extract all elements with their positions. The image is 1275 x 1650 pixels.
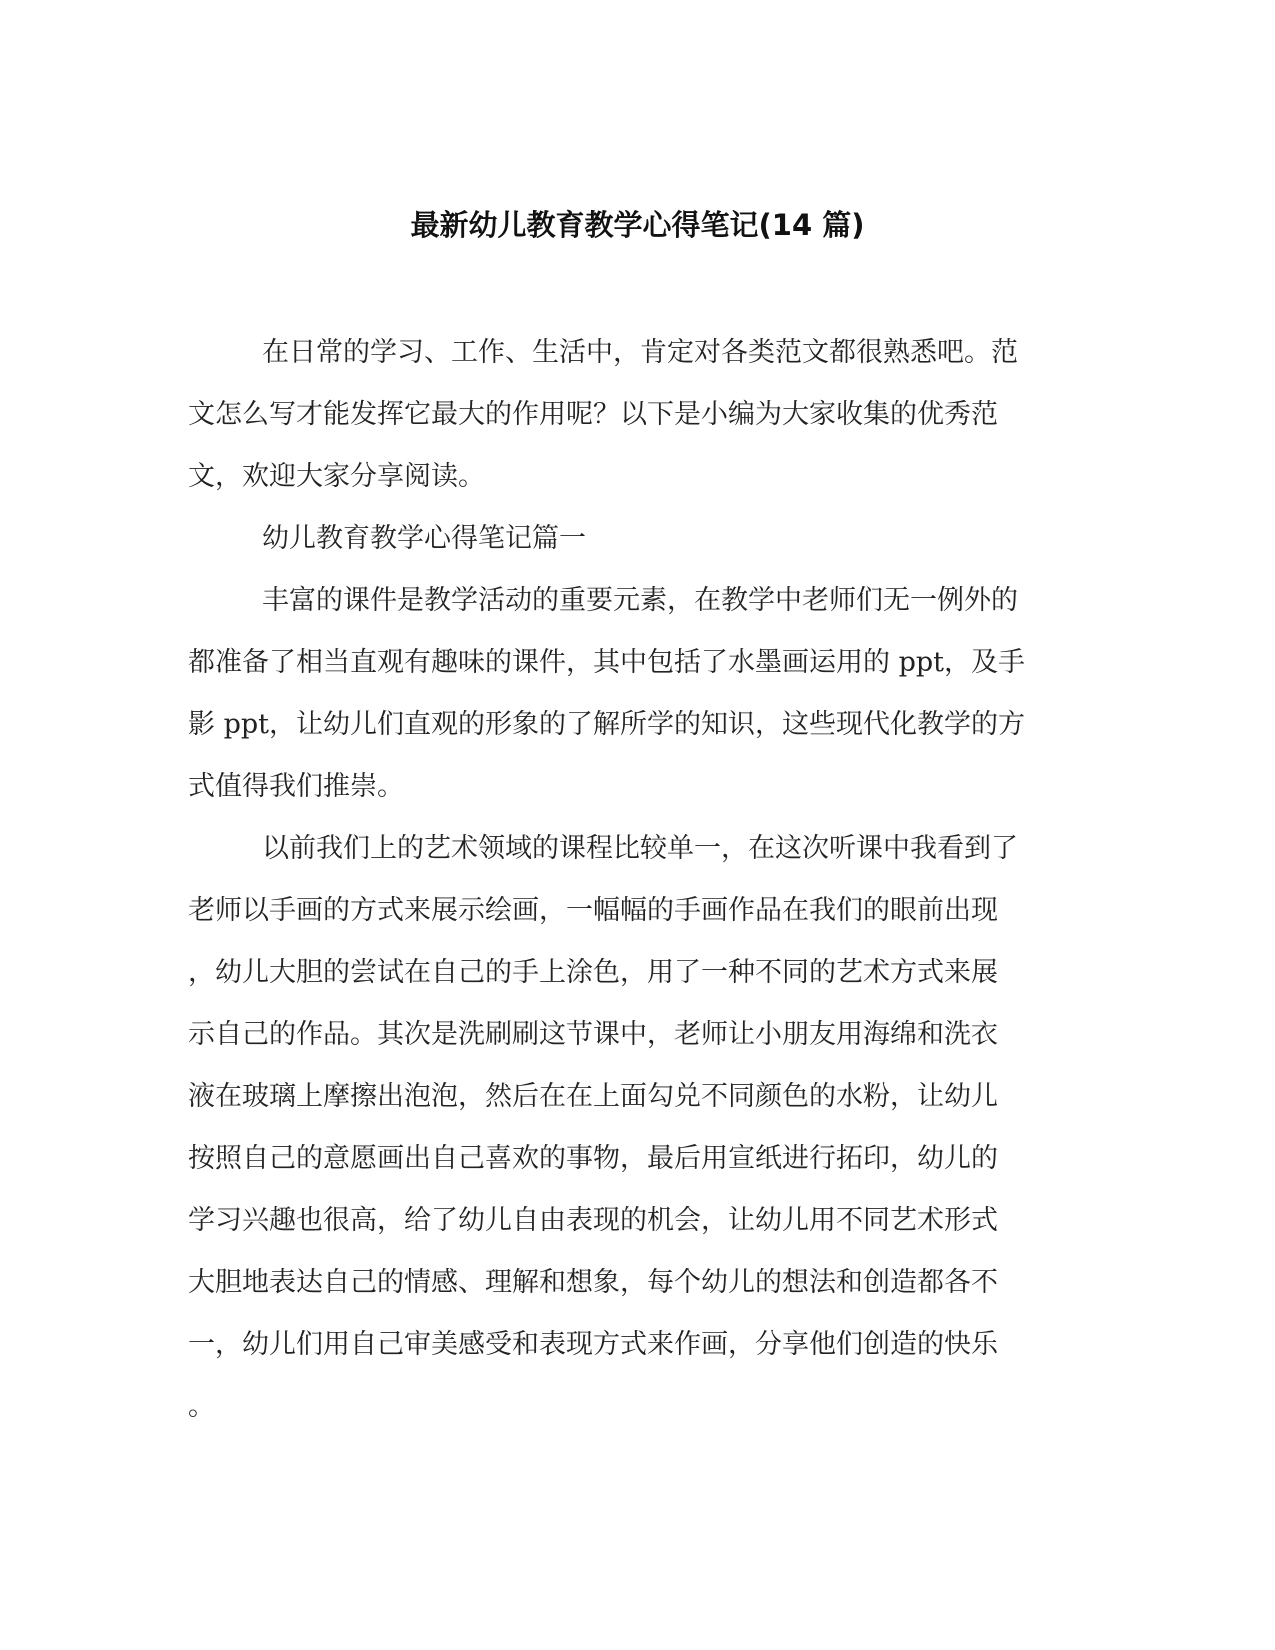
- text-line: 影 ppt，让幼儿们直观的形象的了解所学的知识，这些现代化教学的方: [188, 709, 1025, 740]
- text-line: 在日常的学习、工作、生活中，肯定对各类范文都很熟悉吧。范: [262, 337, 1018, 368]
- text-line: 文，欢迎大家分享阅读。: [188, 461, 485, 492]
- text-line: 丰富的课件是教学活动的重要元素，在教学中老师们无一例外的: [262, 585, 1018, 616]
- text-line: ，幼儿大胆的尝试在自己的手上涂色，用了一种不同的艺术方式来展: [188, 957, 998, 988]
- document-body: [188, 322, 1068, 1438]
- text-line: 以前我们上的艺术领域的课程比较单一，在这次听课中我看到了: [262, 833, 1018, 864]
- text-line: 式值得我们推崇。: [188, 771, 404, 802]
- text-line: 液在玻璃上摩擦出泡泡，然后在在上面勾兑不同颜色的水粉，让幼儿: [188, 1081, 998, 1112]
- text-line: 大胆地表达自己的情感、理解和想象，每个幼儿的想法和创造都各不: [188, 1267, 998, 1298]
- text-line: 都准备了相当直观有趣味的课件，其中包括了水墨画运用的 ppt，及手: [188, 647, 1025, 678]
- text-line: 学习兴趣也很高，给了幼儿自由表现的机会，让幼儿用不同艺术形式: [188, 1205, 998, 1236]
- text-line: 老师以手画的方式来展示绘画，一幅幅的手画作品在我们的眼前出现: [188, 895, 998, 926]
- section-heading: 幼儿教育教学心得笔记篇一: [262, 523, 586, 554]
- text-line: 。: [188, 1391, 215, 1422]
- text-line: 文怎么写才能发挥它最大的作用呢？以下是小编为大家收集的优秀范: [188, 399, 998, 430]
- text-line: 示自己的作品。其次是洗刷刷这节课中，老师让小朋友用海绵和洗衣: [188, 1019, 998, 1050]
- text-line: 按照自己的意愿画出自己喜欢的事物，最后用宣纸进行拓印，幼儿的: [188, 1143, 998, 1174]
- text-line: 一，幼儿们用自己审美感受和表现方式来作画，分享他们创造的快乐: [188, 1329, 998, 1360]
- document-title: 最新幼儿教育教学心得笔记(14 篇): [410, 208, 865, 242]
